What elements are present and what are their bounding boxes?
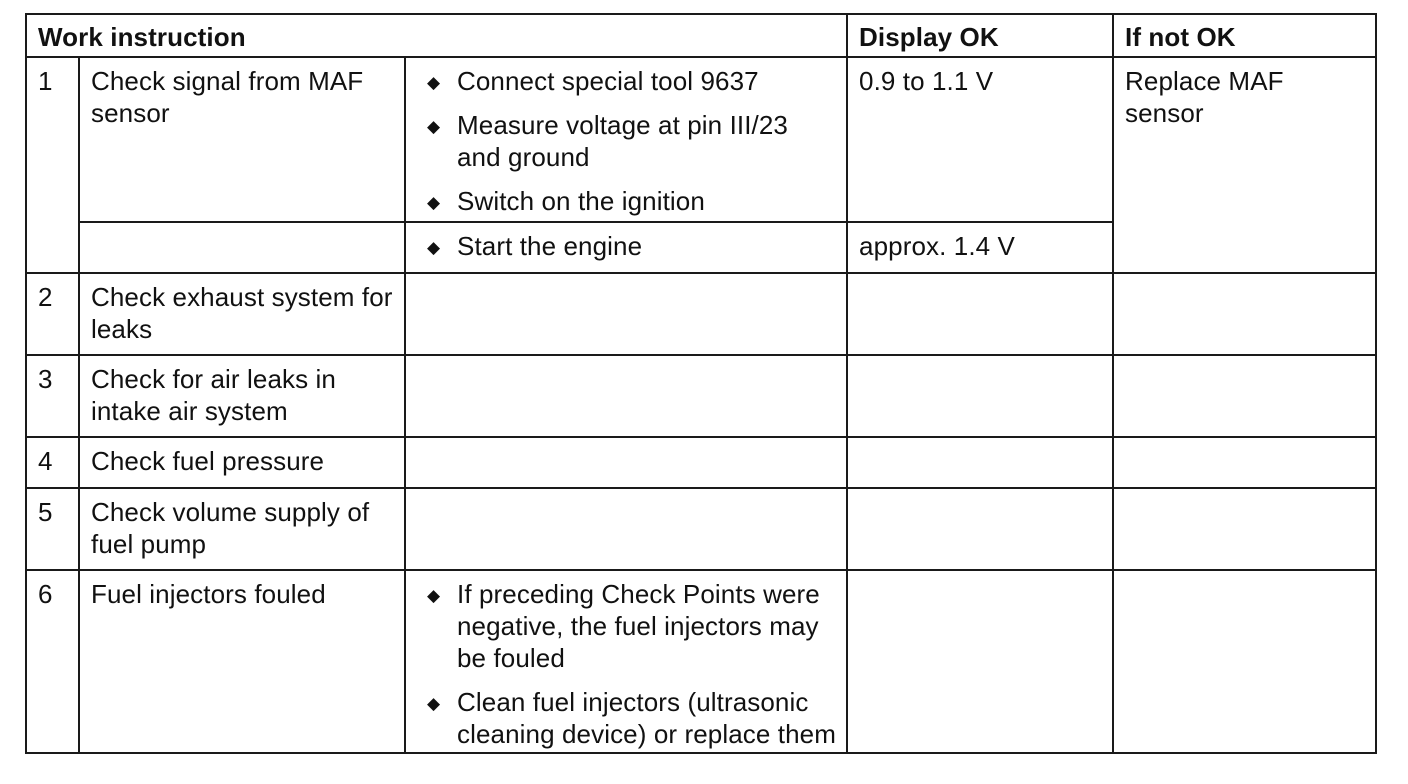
step-item [417,65,836,97]
if-not-ok-value [1113,488,1376,570]
display-ok-value: approx. 1.4 V [847,222,1113,273]
check-point: Check fuel pressure [79,437,405,488]
row-number: 2 [26,273,79,355]
step-list [417,65,836,217]
step-item [417,686,836,750]
check-point: Check volume supply of fuel pump [79,488,405,570]
step-list [417,230,836,262]
step-text: Clean fuel injectors (ultrasonic cleaning device) or replace them [457,687,836,749]
table-row [26,355,1376,437]
if-not-ok-value: Replace MAF sensor [1113,57,1376,273]
check-point [79,222,405,273]
diamond-bullet-icon: ◆ [427,694,441,713]
step-item [417,185,836,217]
row-number: 4 [26,437,79,488]
check-point: Check signal from MAF sensor [79,57,405,222]
row-number: 1 [26,57,79,273]
step-list-cell [405,488,847,570]
display-ok-value [847,488,1113,570]
diamond-bullet-icon: ◆ [427,117,441,136]
header-if-not-ok: If not OK [1113,14,1376,57]
display-ok-value [847,355,1113,437]
step-text: Start the engine [457,231,643,261]
diamond-bullet-icon: ◆ [427,73,441,92]
header-row [26,14,1376,57]
step-item [417,230,836,262]
if-not-ok-value [1113,437,1376,488]
step-list-cell [405,273,847,355]
table-row [26,570,1376,753]
step-list [417,578,836,750]
display-ok-value [847,570,1113,753]
table-row [26,57,1376,222]
table-row [26,488,1376,570]
check-point: Check exhaust system for leaks [79,273,405,355]
check-point: Fuel injectors fouled [79,570,405,753]
if-not-ok-value [1113,570,1376,753]
header-display-ok: Display OK [847,14,1113,57]
check-point: Check for air leaks in intake air system [79,355,405,437]
work-instruction-table [25,13,1377,754]
step-text: Connect special tool 9637 [457,66,759,96]
row-number: 3 [26,355,79,437]
step-text: Measure voltage at pin III/23 and ground [457,110,788,172]
step-list-cell [405,437,847,488]
step-list-cell [405,570,847,753]
table-row [26,437,1376,488]
table-row [26,273,1376,355]
step-list-cell [405,355,847,437]
row-number: 6 [26,570,79,753]
diamond-bullet-icon: ◆ [427,586,441,605]
step-text: If preceding Check Points were negative, the fuel injectors may be fouled [457,579,820,673]
step-item [417,578,836,674]
step-list-cell [405,222,847,273]
diamond-bullet-icon: ◆ [427,238,441,257]
header-work-instruction: Work instruction [26,14,847,57]
display-ok-value [847,437,1113,488]
if-not-ok-value [1113,273,1376,355]
display-ok-value: 0.9 to 1.1 V [847,57,1113,222]
step-text: Switch on the ignition [457,186,705,216]
step-item [417,109,836,173]
diamond-bullet-icon: ◆ [427,193,441,212]
if-not-ok-value [1113,355,1376,437]
step-list-cell [405,57,847,222]
display-ok-value [847,273,1113,355]
row-number: 5 [26,488,79,570]
